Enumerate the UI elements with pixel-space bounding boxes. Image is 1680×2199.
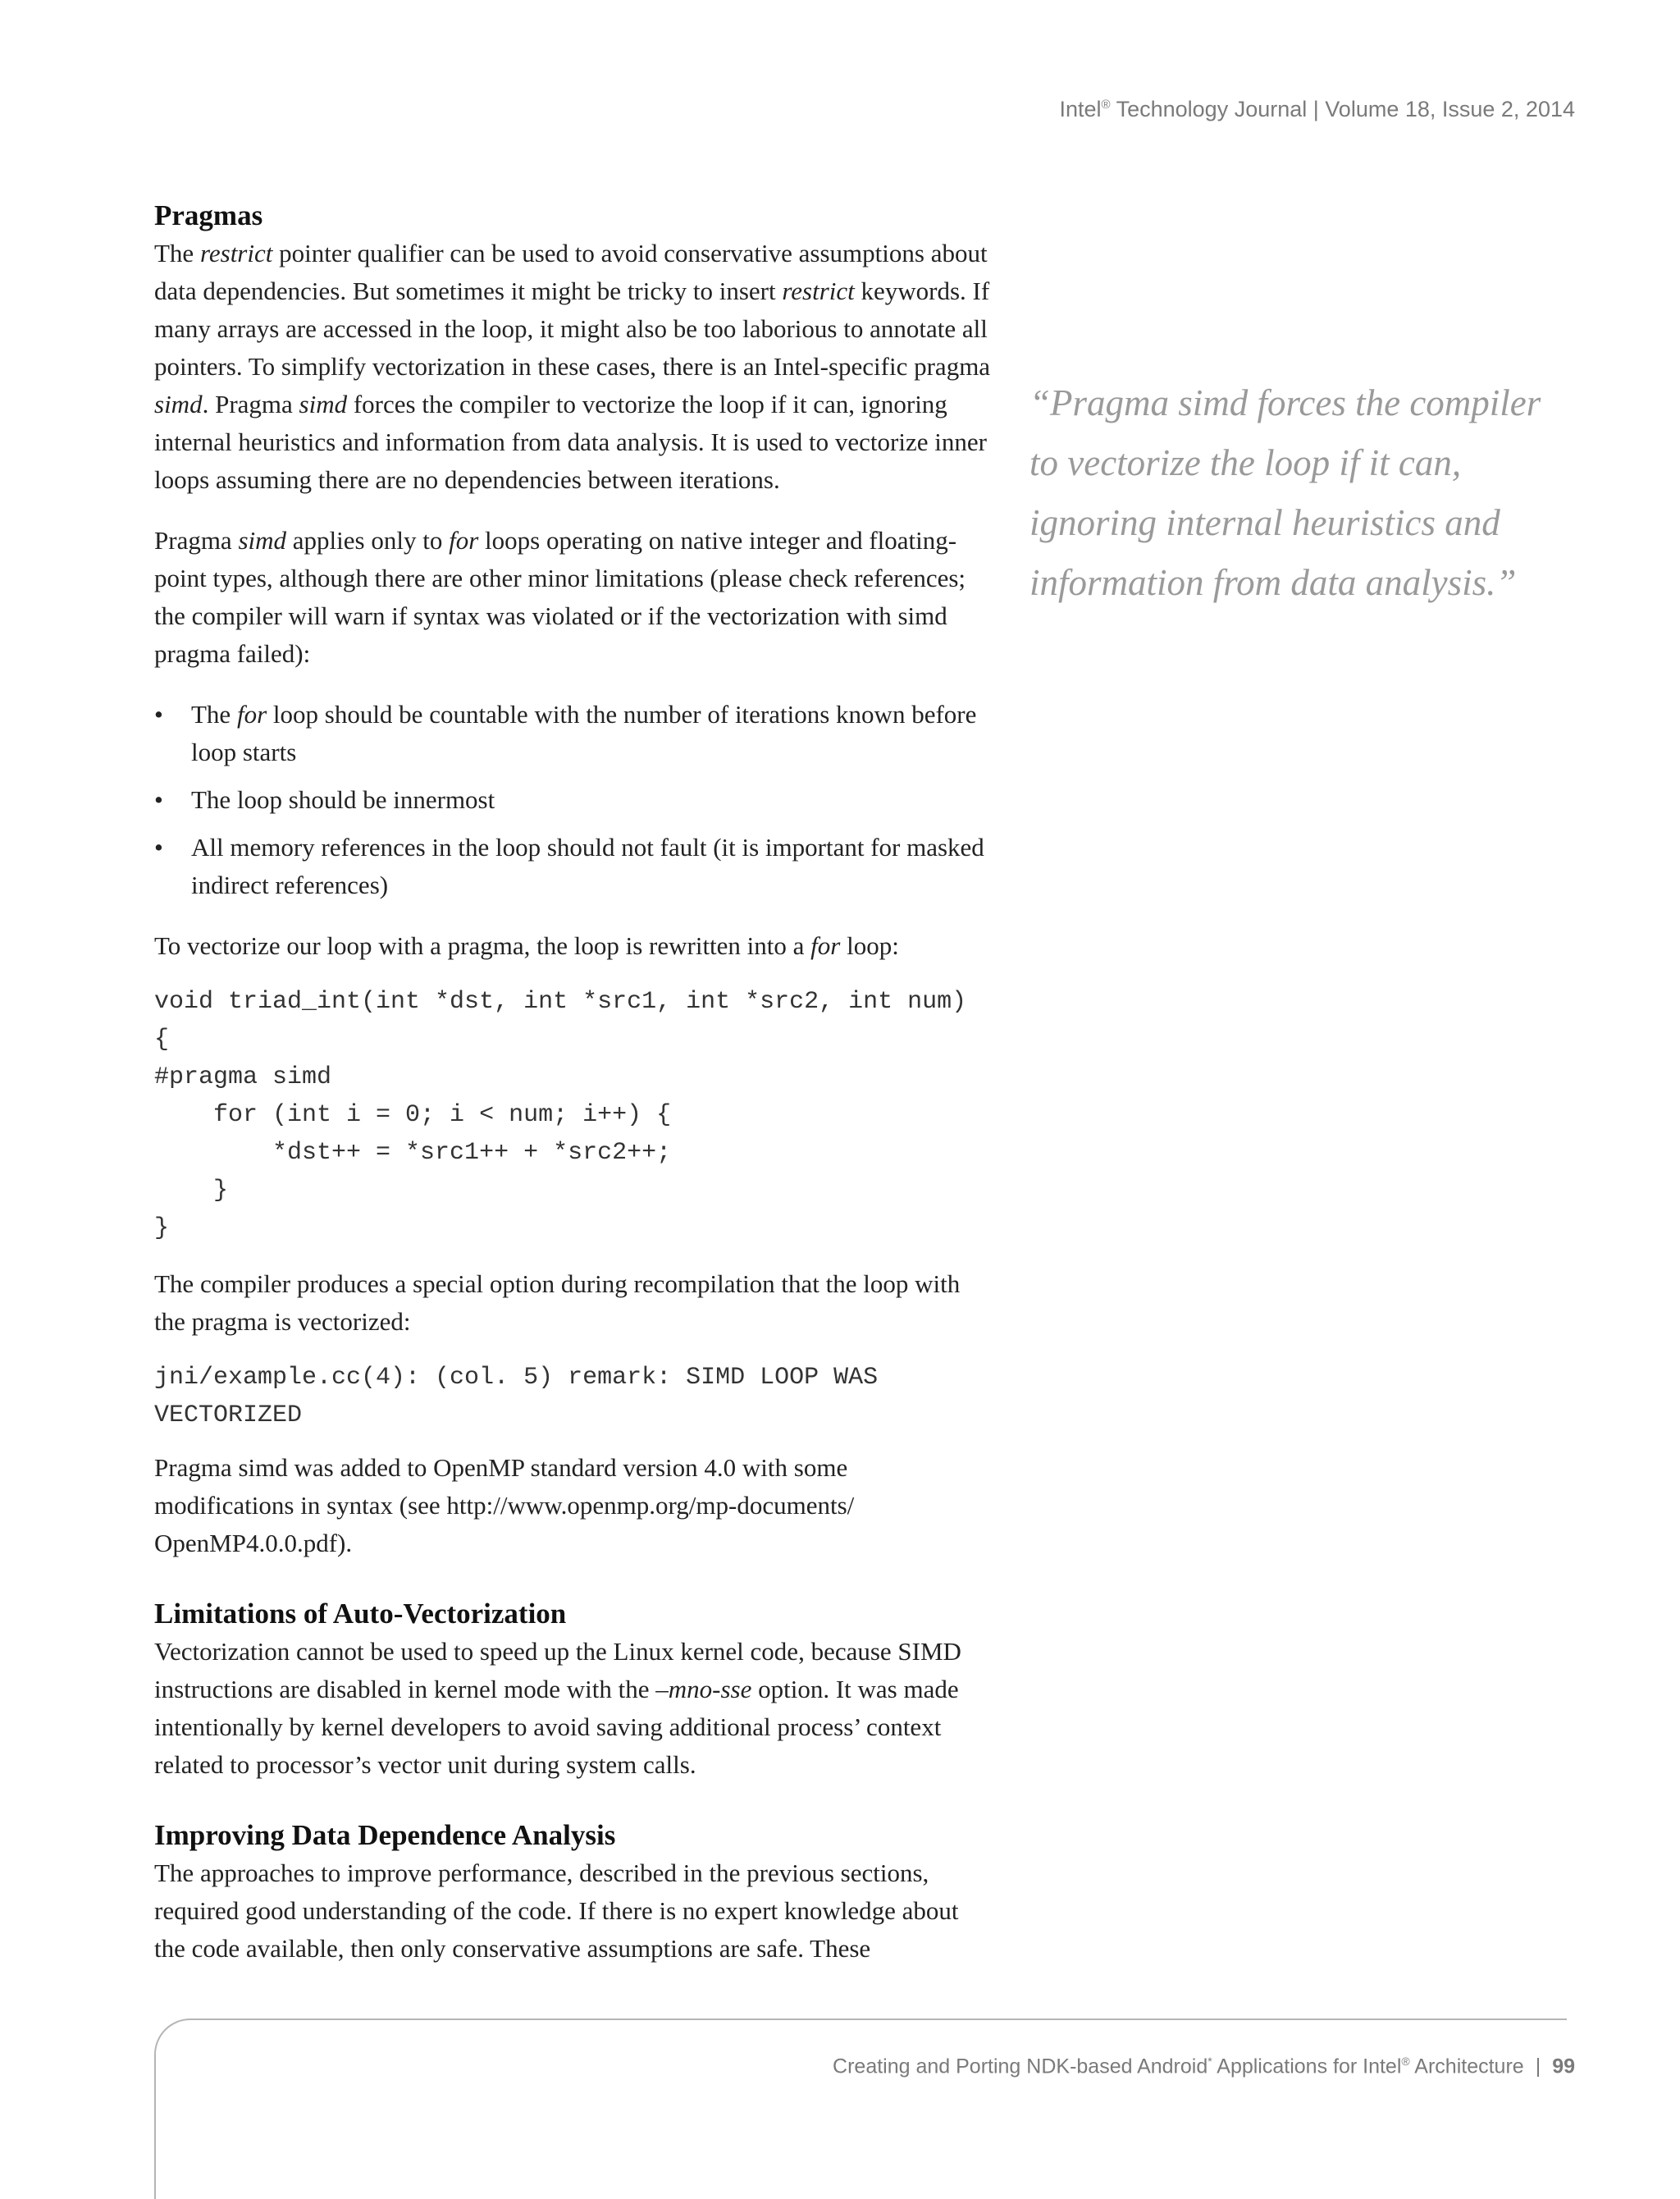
running-header: Intel® Technology Journal | Volume 18, Issue 2, 2014 [1059,97,1575,121]
paragraph-restrict: The restrict pointer qualifier can be used to avoid conservative assumptions about data dependencies. But sometimes it might be tricky to insert restrict keywords. If many arrays are accessed in the loop, it might also be too laborious to annotate all pointers. To simplify vectorization in these cases, there is an Intel-specific pragma simd. Pragma simd forces the compiler to vectorize the loop if it can, ignoring internal heuristics and information from data analysis. It is used to vectorize inner loops assuming there are no dependencies between iterations. [154,239,991,494]
main-column [154,197,991,1968]
page-number: 99 [1552,2055,1575,2078]
section-title-limitations: Limitations of Auto-Vectorization [154,1598,567,1630]
list-item: • The loop should be innermost [154,781,991,819]
footer-frame [154,2018,1567,2199]
section-title-improving: Improving Data Dependence Analysis [154,1819,616,1851]
header-journal: Technology Journal [1116,97,1308,121]
list-item: • All memory references in the loop should not fault (it is important for masked indirect references) [154,829,991,904]
limitations-list [154,696,991,904]
paragraph-openmp: Pragma simd was added to OpenMP standard version 4.0 with some modifications in syntax (see http://www.openmp.org/mp-documents/ OpenMP4.0.0.pdf). [154,1453,855,1557]
paragraph-kernel: Vectorization cannot be used to speed up the Linux kernel code, because SIMD instructions are disabled in kernel mode with the –mno-sse option. It was made intentionally by kernel developers to avoid saving additional process’ context related to processor’s vector unit during system calls. [154,1637,961,1779]
header-brand: Intel [1059,97,1102,121]
list-item: • The for loop should be countable with the number of iterations known before loop starts [154,696,991,771]
section-title-pragmas: Pragmas [154,199,263,231]
paragraph-improving: The approaches to improve performance, described in the previous sections, required good understanding of the code. If there is no expert knowledge about the code available, then only conservative assumptions are safe. These [154,1858,959,1963]
registered-mark: ® [1101,98,1111,112]
paragraph-compiler-output: The compiler produces a special option during recompilation that the loop with the pragma is vectorized: [154,1269,961,1336]
running-footer: Creating and Porting NDK-based Android* Applications for Intel® Architecture | 99 [833,2055,1575,2078]
paragraph-rewrite: To vectorize our loop with a pragma, the loop is rewritten into a for loop: [154,931,899,960]
pull-quote: “Pragma simd forces the compiler to vectorize the loop if it can, ignoring internal heuristics and information from data analysis.” [1029,382,1541,603]
code-listing-triad: void triad_int(int *dst, int *src1, int *src2, int num) { #pragma simd for (int i = 0; i < num; i++) { *dst++ = *src1++ + *src2++; } } [154,988,967,1242]
compiler-remark: jni/example.cc(4): (col. 5) remark: SIMD LOOP WAS VECTORIZED [154,1364,879,1429]
header-issue: Volume 18, Issue 2, 2014 [1325,97,1575,121]
paragraph-simd-applies: Pragma simd applies only to for loops operating on native integer and floating-point types, although there are other minor limitations (please check references; the compiler will warn if syntax was violated or if the vectorization with simd pragma failed): [154,526,966,668]
